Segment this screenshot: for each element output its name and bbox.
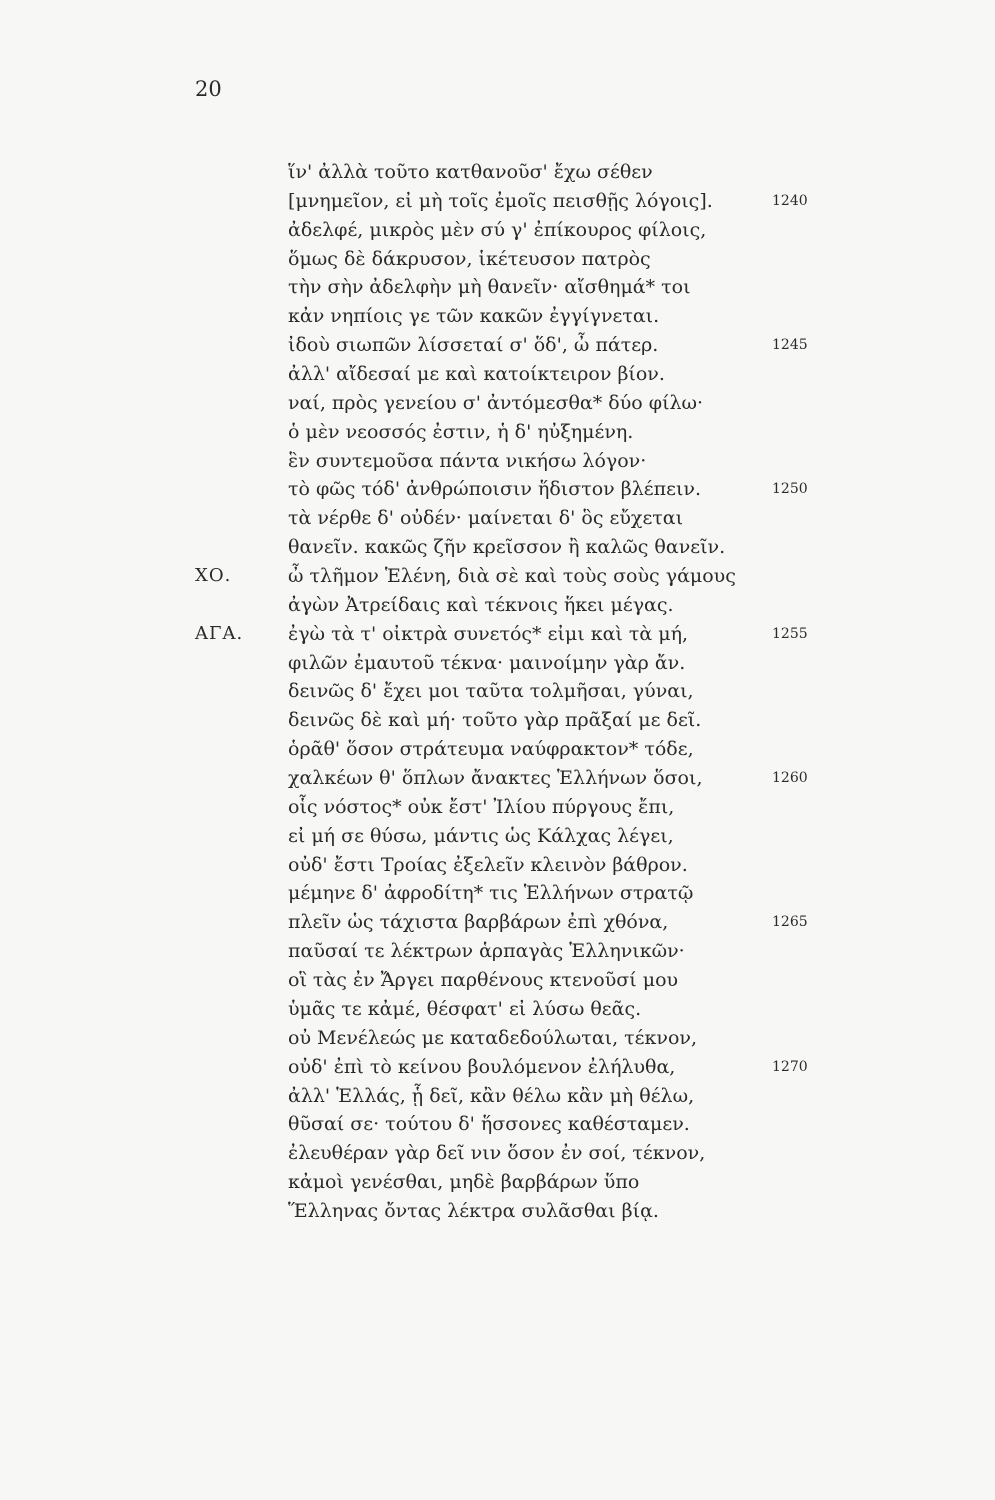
speaker-label: ΑΓΑ.: [195, 622, 244, 644]
verse-text: τὸ φῶς τόδ' ἀνθρώποισιν ἥδιστον βλέπειν.: [288, 478, 702, 501]
verse-text: χαλκέων θ' ὅπλων ἄνακτες Ἑλλήνων ὅσοι,: [288, 767, 703, 790]
verse-line: [0, 447, 995, 476]
verse-line: [0, 216, 995, 245]
verse-text: εἰ μή σε θύσω, μάντις ὡς Κάλχας λέγει,: [288, 824, 674, 847]
verse-line: [0, 158, 995, 187]
verse-text: ἐλευθέραν γὰρ δεῖ νιν ὅσον ἐν σοί, τέκνον,: [288, 1142, 706, 1165]
verse-line: [0, 966, 995, 995]
verse-text: θανεῖν. κακῶς ζῆν κρεῖσσον ἢ καλῶς θανεῖν.: [288, 536, 726, 559]
verse-line: [0, 620, 995, 649]
verse-line: [0, 475, 995, 504]
verse-text: θῦσαί σε· τούτου δ' ἥσσονες καθέσταμεν.: [288, 1113, 690, 1136]
verse-line: [0, 793, 995, 822]
verse-text: [μνημεῖον, εἰ μὴ τοῖς ἐμοῖς πεισθῇς λόγοις].: [288, 189, 713, 212]
verse-text: ὦ τλῆμον Ἑλένη, διὰ σὲ καὶ τοὺς σοὺς γάμους: [288, 565, 736, 588]
verse-text: κἀν νηπίοις γε τῶν κακῶν ἐγγίγνεται.: [288, 305, 660, 328]
verse-line: [0, 995, 995, 1024]
verse-text: ναί, πρὸς γενείου σ' ἀντόμεσθα* δύο φίλω·: [288, 391, 704, 414]
verse-line: [0, 273, 995, 302]
verse-text: τὴν σὴν ἀδελφὴν μὴ θανεῖν· αἴσθημά* τοι: [288, 276, 691, 299]
line-number: 1255: [772, 625, 808, 642]
verse-text: ἀγὼν Ἀτρείδαις καὶ τέκνοις ἥκει μέγας.: [288, 593, 674, 616]
verse-line: [0, 533, 995, 562]
verse-line: [0, 851, 995, 880]
verse-line: [0, 908, 995, 937]
verse-line: [0, 360, 995, 389]
verse-text: οἷς νόστος* οὐκ ἔστ' Ἰλίου πύργους ἔπι,: [288, 795, 675, 818]
verse-block: [0, 158, 995, 1226]
verse-line: [0, 735, 995, 764]
verse-line: [0, 389, 995, 418]
verse-text: ὁρᾶθ' ὅσον στράτευμα ναύφρακτον* τόδε,: [288, 738, 694, 761]
verse-text: παῦσαί τε λέκτρων ἁρπαγὰς Ἑλληνικῶν·: [288, 940, 685, 963]
verse-line: [0, 706, 995, 735]
verse-line: [0, 187, 995, 216]
verse-text: ἐγὼ τὰ τ' οἰκτρὰ συνετός* εἰμι καὶ τὰ μή,: [288, 622, 689, 645]
verse-text: ἀδελφέ, μικρὸς μὲν σύ γ' ἐπίκουρος φίλοις,: [288, 218, 707, 241]
line-number: 1240: [772, 192, 808, 209]
verse-text: ἓν συντεμοῦσα πάντα νικήσω λόγον·: [288, 449, 647, 472]
verse-text: δεινῶς δ' ἔχει μοι ταῦτα τολμῆσαι, γύναι,: [288, 680, 694, 703]
verse-line: [0, 1139, 995, 1168]
verse-line: [0, 879, 995, 908]
verse-line: [0, 1110, 995, 1139]
verse-line: [0, 418, 995, 447]
verse-text: ὑμᾶς τε κἀμέ, θέσφατ' εἰ λύσω θεᾶς.: [288, 997, 642, 1020]
line-number: 1270: [772, 1058, 808, 1075]
verse-text: ἵν' ἀλλὰ τοῦτο κατθανοῦσ' ἔχω σέθεν: [288, 161, 653, 183]
verse-line: [0, 649, 995, 678]
line-number: 1265: [772, 914, 808, 931]
verse-line: [0, 764, 995, 793]
verse-text: τὰ νέρθε δ' οὐδέν· μαίνεται δ' ὃς εὔχεται: [288, 507, 684, 530]
line-number: 1260: [772, 770, 808, 787]
verse-line: [0, 822, 995, 851]
verse-text: ἀλλ' αἴδεσαί με καὶ κατοίκτειρον βίον.: [288, 363, 665, 386]
verse-line: [0, 302, 995, 331]
verse-line: [0, 504, 995, 533]
verse-text: ὁ μὲν νεοσσός ἐστιν, ἡ δ' ηὐξημένη.: [288, 420, 634, 443]
verse-line: [0, 245, 995, 274]
verse-text: κἀμοὶ γενέσθαι, μηδὲ βαρβάρων ὕπο: [288, 1171, 640, 1194]
line-number: 1245: [772, 337, 808, 354]
verse-text: οἳ τὰς ἐν Ἄργει παρθένους κτενοῦσί μου: [288, 969, 679, 992]
verse-line: [0, 562, 995, 591]
verse-line: [0, 937, 995, 966]
verse-text: Ἕλληνας ὄντας λέκτρα συλᾶσθαι βίᾳ.: [288, 1199, 659, 1222]
verse-line: [0, 1168, 995, 1197]
page-number: 20: [195, 77, 222, 101]
verse-text: οὐδ' ἐπὶ τὸ κείνου βουλόμενον ἐλήλυθα,: [288, 1055, 676, 1078]
verse-line: [0, 591, 995, 620]
verse-text: οὐδ' ἔστι Τροίας ἐξελεῖν κλεινὸν βάθρον.: [288, 853, 688, 876]
verse-line: [0, 331, 995, 360]
verse-text: ἰδοὺ σιωπῶν λίσσεταί σ' ὅδ', ὦ πάτερ.: [288, 334, 659, 357]
verse-line: [0, 1024, 995, 1053]
speaker-label: ΧΟ.: [195, 565, 232, 587]
verse-line: [0, 677, 995, 706]
verse-line: [0, 1082, 995, 1111]
verse-line: [0, 1197, 995, 1226]
verse-text: ἀλλ' Ἑλλάς, ᾗ δεῖ, κἂν θέλω κἂν μὴ θέλω,: [288, 1084, 695, 1107]
verse-text: δεινῶς δὲ καὶ μή· τοῦτο γὰρ πρᾶξαί με δεῖ.: [288, 709, 702, 732]
verse-text: ὅμως δὲ δάκρυσον, ἱκέτευσον πατρὸς: [288, 247, 651, 270]
verse-line: [0, 1053, 995, 1082]
line-number: 1250: [772, 481, 808, 498]
verse-text: φιλῶν ἐμαυτοῦ τέκνα· μαινοίμην γὰρ ἄν.: [288, 651, 686, 674]
verse-text: πλεῖν ὡς τάχιστα βαρβάρων ἐπὶ χθόνα,: [288, 911, 669, 934]
verse-text: οὐ Μενέλεώς με καταδεδούλωται, τέκνον,: [288, 1026, 697, 1049]
verse-text: μέμηνε δ' ἀφροδίτη* τις Ἑλλήνων στρατῷ: [288, 882, 694, 905]
